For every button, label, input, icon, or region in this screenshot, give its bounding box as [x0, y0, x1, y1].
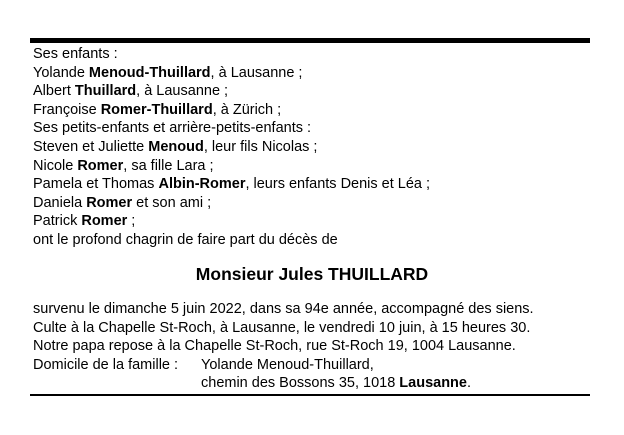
- family-list: [33, 45, 430, 250]
- domicile-line: [33, 356, 534, 375]
- details-block: [33, 300, 534, 393]
- child-line: Albert Thuillard, à Lausanne ;: [33, 83, 229, 100]
- child-line: Françoise Romer-Thuillard, à Zürich ;: [33, 101, 282, 118]
- domicile-name: Yolande Menoud-Thuillard,: [201, 356, 374, 373]
- detail-line: Culte à la Chapelle St-Roch, à Lausanne, le vendredi 10 juin, à 15 heures 30.: [33, 319, 531, 336]
- domicile-address-line: chemin des Bossons 35, 1018 Lausanne.: [201, 375, 472, 392]
- domicile-label: Domicile de la famille :: [33, 356, 179, 373]
- grandchild-line: Daniela Romer et son ami ;: [33, 194, 212, 211]
- grandchild-line: Patrick Romer ;: [33, 213, 136, 230]
- grandchild-line: Pamela et Thomas Albin-Romer, leurs enfants Denis et Léa ;: [33, 176, 431, 193]
- detail-line: survenu le dimanche 5 juin 2022, dans sa 94e année, accompagné des siens.: [33, 301, 534, 317]
- grandchild-line: Nicole Romer, sa fille Lara ;: [33, 157, 214, 174]
- announcement-line: ont le profond chagrin de faire part du décès de: [33, 231, 338, 248]
- deceased-name: Monsieur Jules THUILLARD: [195, 264, 429, 284]
- bottom-rule: [30, 394, 590, 396]
- grandchildren-intro-line: Ses petits-enfants et arrière-petits-enfants :: [33, 120, 312, 137]
- grandchild-line: Steven et Juliette Menoud, leur fils Nicolas ;: [33, 138, 318, 155]
- child-line: Yolande Menoud-Thuillard, à Lausanne ;: [33, 64, 303, 81]
- detail-line: Notre papa repose à la Chapelle St-Roch, rue St-Roch 19, 1004 Lausanne.: [33, 338, 516, 355]
- intro-line: Ses enfants :: [33, 46, 118, 62]
- top-rule: [30, 38, 590, 43]
